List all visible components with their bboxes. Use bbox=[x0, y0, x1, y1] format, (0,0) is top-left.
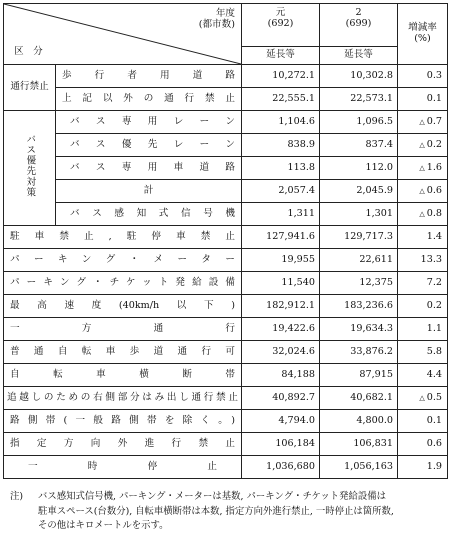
rate-value bbox=[398, 387, 448, 410]
unit-label-col2: 延長等 bbox=[320, 46, 398, 64]
value-year1: 838.9 bbox=[242, 134, 320, 157]
row-label: バス感知式信号機 bbox=[56, 203, 242, 226]
rate-value: 5.8 bbox=[398, 341, 448, 364]
rate-label: 増減率 bbox=[408, 22, 437, 34]
value-year1: 40,892.7 bbox=[242, 387, 320, 410]
row-label: 路側帯(一般路側帯を除く。) bbox=[4, 410, 242, 433]
rate-number: 0.6 bbox=[426, 184, 442, 196]
value-year1: 1,036,680 bbox=[242, 456, 320, 479]
row-label: 駐車禁止,駐停車禁止 bbox=[4, 226, 242, 249]
value-year2: 87,915 bbox=[320, 364, 398, 387]
value-year1: 2,057.4 bbox=[242, 180, 320, 203]
value-year1: 22,555.1 bbox=[242, 88, 320, 111]
row-label: バス専用車道路 bbox=[56, 157, 242, 180]
table-row bbox=[4, 272, 448, 295]
table-row bbox=[4, 295, 448, 318]
rate-unit: (%) bbox=[414, 33, 431, 44]
row-label: 最高速度(40km/h以下) bbox=[4, 295, 242, 318]
table-row bbox=[4, 157, 448, 180]
decrease-sign: △ bbox=[419, 140, 425, 149]
rate-number: 0.7 bbox=[426, 115, 442, 127]
footnote-line: その他はキロメートルを示す。 bbox=[38, 520, 169, 532]
col2-year: 2 bbox=[355, 7, 362, 18]
value-year2: 1,301 bbox=[320, 203, 398, 226]
decrease-sign: △ bbox=[419, 209, 425, 218]
cities-label: (都市数) bbox=[198, 19, 235, 31]
col1-year: 元 bbox=[275, 7, 286, 18]
table-row bbox=[4, 111, 448, 134]
row-label: 普通自転車歩道通行可 bbox=[4, 341, 242, 364]
col2-cities: (699) bbox=[345, 17, 372, 29]
row-label: バス専用レーン bbox=[56, 111, 242, 134]
table-row bbox=[4, 341, 448, 364]
rate-value: 7.2 bbox=[398, 272, 448, 295]
value-year1: 32,024.6 bbox=[242, 341, 320, 364]
value-year1: 4,794.0 bbox=[242, 410, 320, 433]
table-row bbox=[4, 134, 448, 157]
rate-value: 4.4 bbox=[398, 364, 448, 387]
value-year1: 106,184 bbox=[242, 433, 320, 456]
value-year1: 1,104.6 bbox=[242, 111, 320, 134]
value-year2: 22,611 bbox=[320, 249, 398, 272]
rate-value: 1.4 bbox=[398, 226, 448, 249]
table-row bbox=[4, 387, 448, 410]
table-row bbox=[4, 364, 448, 387]
footnote-text bbox=[10, 490, 440, 534]
year-header bbox=[199, 8, 235, 30]
rate-value bbox=[398, 134, 448, 157]
value-year2: 183,236.6 bbox=[320, 295, 398, 318]
value-year2: 19,634.3 bbox=[320, 318, 398, 341]
value-year2: 10,302.8 bbox=[320, 65, 398, 88]
rate-value bbox=[398, 157, 448, 180]
value-year2: 837.4 bbox=[320, 134, 398, 157]
traffic-regulation-table bbox=[3, 3, 448, 479]
section-label: 区 分 bbox=[14, 46, 43, 58]
row-label-subtotal: 計 bbox=[56, 180, 242, 203]
value-year2: 33,876.2 bbox=[320, 341, 398, 364]
rate-number: 0.2 bbox=[426, 138, 442, 150]
decrease-sign: △ bbox=[419, 163, 425, 172]
year-label: 年度 bbox=[215, 8, 235, 19]
row-label: バス優先レーン bbox=[56, 134, 242, 157]
row-label: 追越しのための右側部分はみ出し通行禁止 bbox=[4, 387, 242, 410]
value-year1: 182,912.1 bbox=[242, 295, 320, 318]
decrease-sign: △ bbox=[419, 393, 425, 402]
rate-value: 0.1 bbox=[398, 410, 448, 433]
footnote-line: バス感知式信号機, パーキング・メーターは基数, パーキング・チケット発給設備は bbox=[38, 491, 387, 502]
footnote bbox=[10, 490, 440, 534]
value-year1: 127,941.6 bbox=[242, 226, 320, 249]
year-col1-header bbox=[242, 4, 320, 47]
header-corner-cell bbox=[4, 4, 242, 65]
table-row bbox=[4, 318, 448, 341]
table-row bbox=[4, 433, 448, 456]
value-year2: 4,800.0 bbox=[320, 410, 398, 433]
rate-header bbox=[398, 4, 448, 65]
row-label: 歩行者用道路 bbox=[56, 65, 242, 88]
footnote-label: 注) bbox=[10, 491, 24, 502]
year-col2-header bbox=[320, 4, 398, 47]
value-year2: 1,056,163 bbox=[320, 456, 398, 479]
value-year2: 12,375 bbox=[320, 272, 398, 295]
table-row bbox=[4, 88, 448, 111]
table-row bbox=[4, 456, 448, 479]
col1-cities: (692) bbox=[267, 17, 294, 29]
value-year2: 1,096.5 bbox=[320, 111, 398, 134]
table-row bbox=[4, 410, 448, 433]
value-year2: 112.0 bbox=[320, 157, 398, 180]
row-label: 自転車横断帯 bbox=[4, 364, 242, 387]
table-row bbox=[4, 226, 448, 249]
value-year1: 113.8 bbox=[242, 157, 320, 180]
value-year1: 19,422.6 bbox=[242, 318, 320, 341]
decrease-sign: △ bbox=[419, 117, 425, 126]
unit-label-col1: 延長等 bbox=[242, 46, 320, 64]
rate-value: 1.9 bbox=[398, 456, 448, 479]
value-year2: 2,045.9 bbox=[320, 180, 398, 203]
row-label: 一方通行 bbox=[4, 318, 242, 341]
table-row bbox=[4, 65, 448, 88]
table-row bbox=[4, 249, 448, 272]
group-bus-priority bbox=[4, 111, 56, 226]
rate-number: 0.5 bbox=[426, 391, 442, 403]
table-row bbox=[4, 180, 448, 203]
row-label: 一時停止 bbox=[4, 456, 242, 479]
rate-number: 1.6 bbox=[426, 161, 442, 173]
value-year1: 84,188 bbox=[242, 364, 320, 387]
rate-value bbox=[398, 203, 448, 226]
value-year1: 19,955 bbox=[242, 249, 320, 272]
group-traffic-ban bbox=[4, 65, 56, 111]
value-year1: 10,272.1 bbox=[242, 65, 320, 88]
value-year2: 22,573.1 bbox=[320, 88, 398, 111]
footnote-line: 駐車スペース(台数分), 自転車横断帯は本数, 指定方向外進行禁止, 一時停止は箇所数, bbox=[38, 505, 394, 517]
value-year2: 106,831 bbox=[320, 433, 398, 456]
rate-value: 0.3 bbox=[398, 65, 448, 88]
decrease-sign: △ bbox=[419, 186, 425, 195]
value-year1: 1,311 bbox=[242, 203, 320, 226]
rate-value bbox=[398, 111, 448, 134]
group-label: 通行禁止 bbox=[10, 81, 49, 93]
rate-value bbox=[398, 180, 448, 203]
rate-value: 1.1 bbox=[398, 318, 448, 341]
rate-value: 13.3 bbox=[398, 249, 448, 272]
rate-value: 0.2 bbox=[398, 295, 448, 318]
value-year1: 11,540 bbox=[242, 272, 320, 295]
value-year2: 129,717.3 bbox=[320, 226, 398, 249]
value-year2: 40,682.1 bbox=[320, 387, 398, 410]
rate-number: 0.8 bbox=[426, 207, 442, 219]
group-label: バス優先対策 bbox=[24, 134, 36, 199]
row-label: 指定方向外進行禁止 bbox=[4, 433, 242, 456]
row-label: パーキング・メーター bbox=[4, 249, 242, 272]
table-row bbox=[4, 203, 448, 226]
row-label: 上記以外の通行禁止 bbox=[56, 88, 242, 111]
rate-value: 0.1 bbox=[398, 88, 448, 111]
rate-value: 0.6 bbox=[398, 433, 448, 456]
row-label: パーキング・チケット発給設備 bbox=[4, 272, 242, 295]
